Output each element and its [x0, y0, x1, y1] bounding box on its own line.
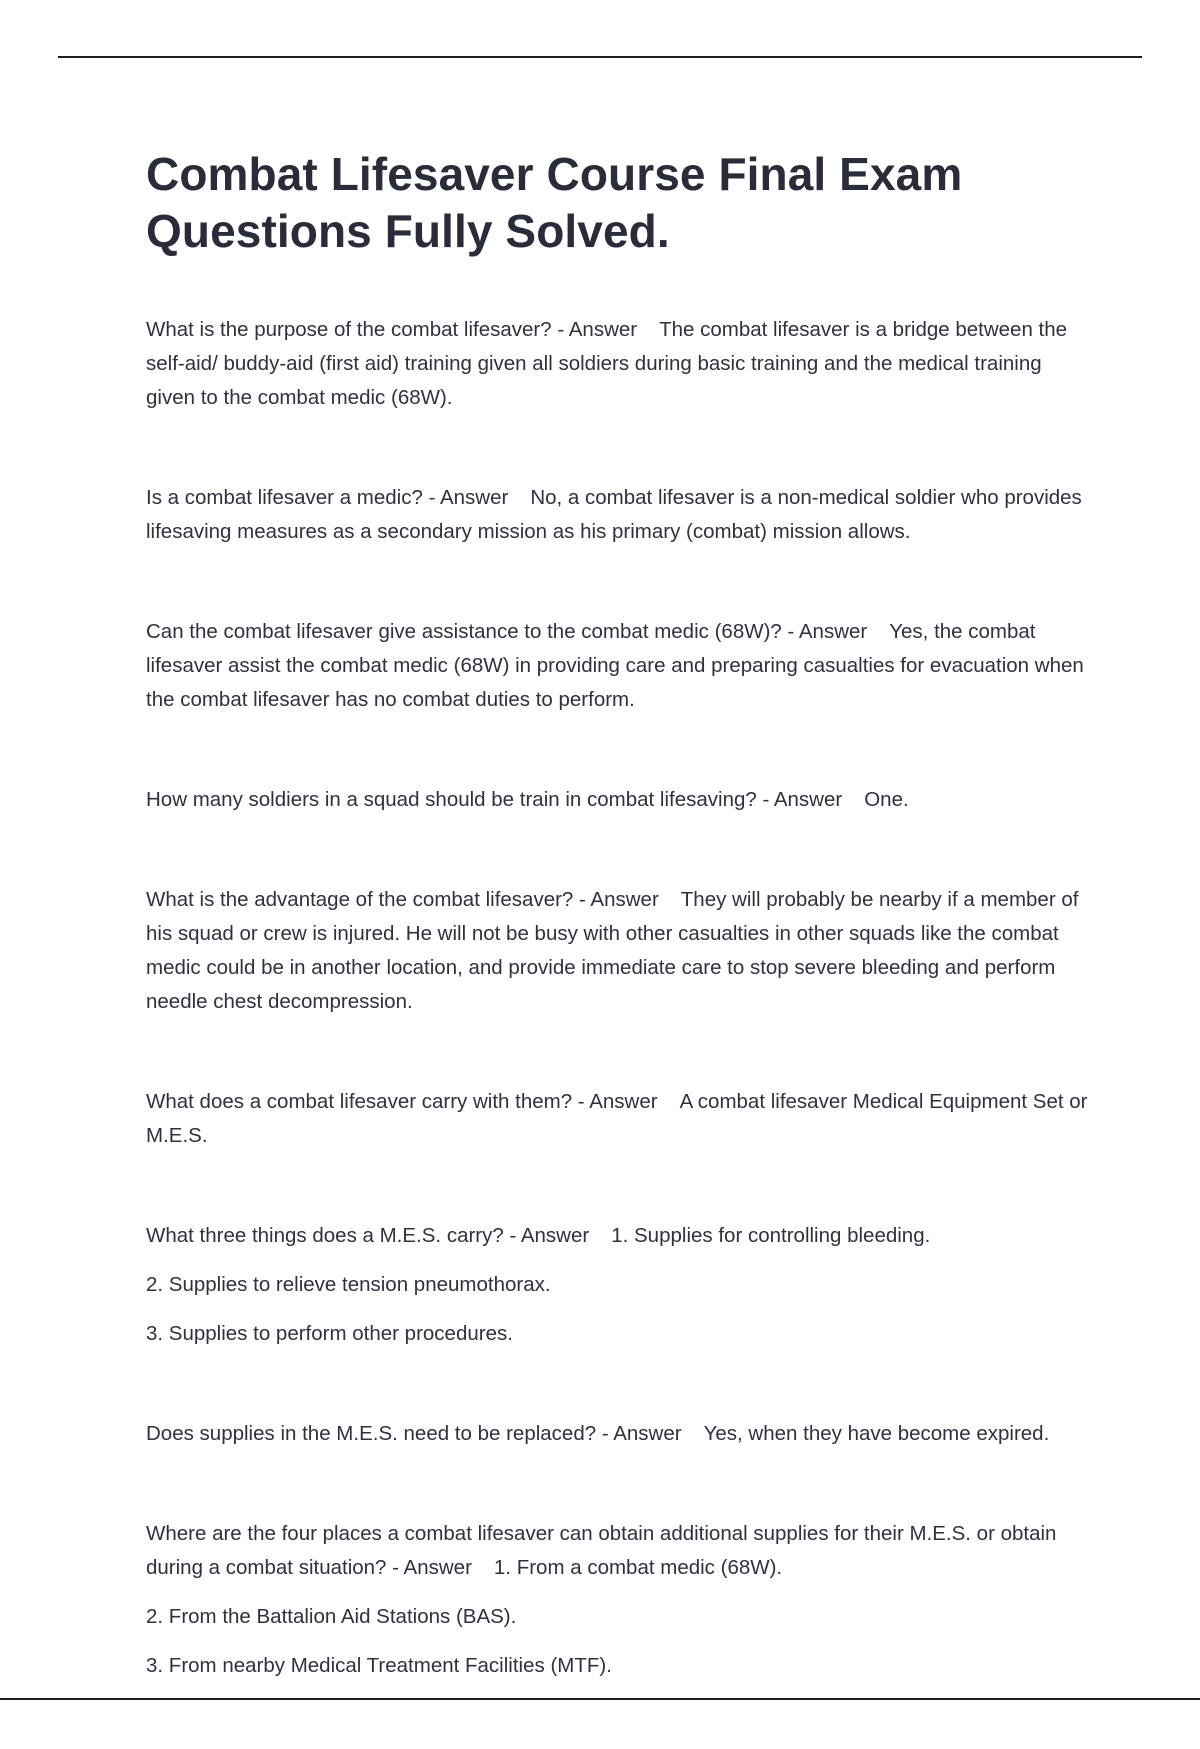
answer-continuation: 2. From the Battalion Aid Stations (BAS).: [146, 1605, 517, 1628]
qa-item: [146, 883, 1096, 1019]
qa-item: [146, 783, 1096, 817]
question-text: Can the combat lifesaver give assistance to the combat medic (68W)? - Answer: [146, 620, 868, 643]
qa-paragraph: [146, 783, 1096, 817]
qa-item: [146, 615, 1096, 717]
qa-paragraph: [146, 1219, 1096, 1253]
qa-item: [146, 313, 1096, 415]
answer-text: The combat lifesaver is a bridge between the self-aid/ buddy-aid (first aid) training given all soldiers during basic training and the medical training given to the combat medic (68W).: [146, 318, 1068, 409]
answer-text: Yes, when they have become expired.: [703, 1422, 1050, 1445]
answer-text: A combat lifesaver Medical Equipment Set or M.E.S.: [146, 1090, 1088, 1147]
answer-text: 1. From a combat medic (68W).: [493, 1556, 783, 1579]
qa-item: [146, 481, 1096, 549]
answer-text: No, a combat lifesaver is a non-medical soldier who provides lifesaving measures as a secondary mission as his primary (combat) mission allows.: [146, 486, 1082, 543]
question-text: Does supplies in the M.E.S. need to be replaced? - Answer: [146, 1422, 682, 1445]
qa-paragraph: [146, 313, 1096, 415]
answer-text: Yes, the combat lifesaver assist the combat medic (68W) in providing care and preparing casualties for evacuation when the combat lifesaver has no combat duties to perform.: [146, 620, 1084, 711]
question-text: What is the purpose of the combat lifesaver? - Answer: [146, 318, 638, 341]
top-rule: [58, 56, 1142, 58]
answer-continuation: 2. Supplies to relieve tension pneumothorax.: [146, 1273, 551, 1296]
qa-item: [146, 1417, 1096, 1451]
qa-item: [146, 1085, 1096, 1153]
qa-list: [146, 313, 1096, 1683]
question-text: How many soldiers in a squad should be train in combat lifesaving? - Answer: [146, 788, 843, 811]
answer-continuation: 3. Supplies to perform other procedures.: [146, 1322, 513, 1345]
document-body: [146, 146, 1096, 1749]
qa-item: [146, 1219, 1096, 1351]
question-text: What does a combat lifesaver carry with them? - Answer: [146, 1090, 658, 1113]
question-text: Is a combat lifesaver a medic? - Answer: [146, 486, 509, 509]
qa-paragraph: [146, 1417, 1096, 1451]
question-text: What three things does a M.E.S. carry? - Answer: [146, 1224, 590, 1247]
qa-paragraph: [146, 481, 1096, 549]
qa-item: [146, 1517, 1096, 1683]
answer-text: They will probably be nearby if a member of his squad or crew is injured. He will not be busy with other casualties in other squads like the combat medic could be in another location, and provide immediate care to stop severe bleeding and perform needle chest decompression.: [146, 888, 1079, 1013]
question-text: Where are the four places a combat lifesaver can obtain additional supplies for their M.E.S. or obtain during a combat situation? - Answer: [146, 1522, 1057, 1579]
question-text: What is the advantage of the combat lifesaver? - Answer: [146, 888, 659, 911]
qa-paragraph: [146, 1517, 1096, 1585]
qa-paragraph: [146, 615, 1096, 717]
qa-paragraph: [146, 1085, 1096, 1153]
answer-text: 1. Supplies for controlling bleeding.: [611, 1224, 931, 1247]
document-title: Combat Lifesaver Course Final Exam Questions Fully Solved.: [146, 148, 963, 257]
qa-paragraph: [146, 883, 1096, 1019]
answer-text: One.: [864, 788, 909, 811]
answer-continuation: 3. From nearby Medical Treatment Facilities (MTF).: [146, 1654, 612, 1677]
